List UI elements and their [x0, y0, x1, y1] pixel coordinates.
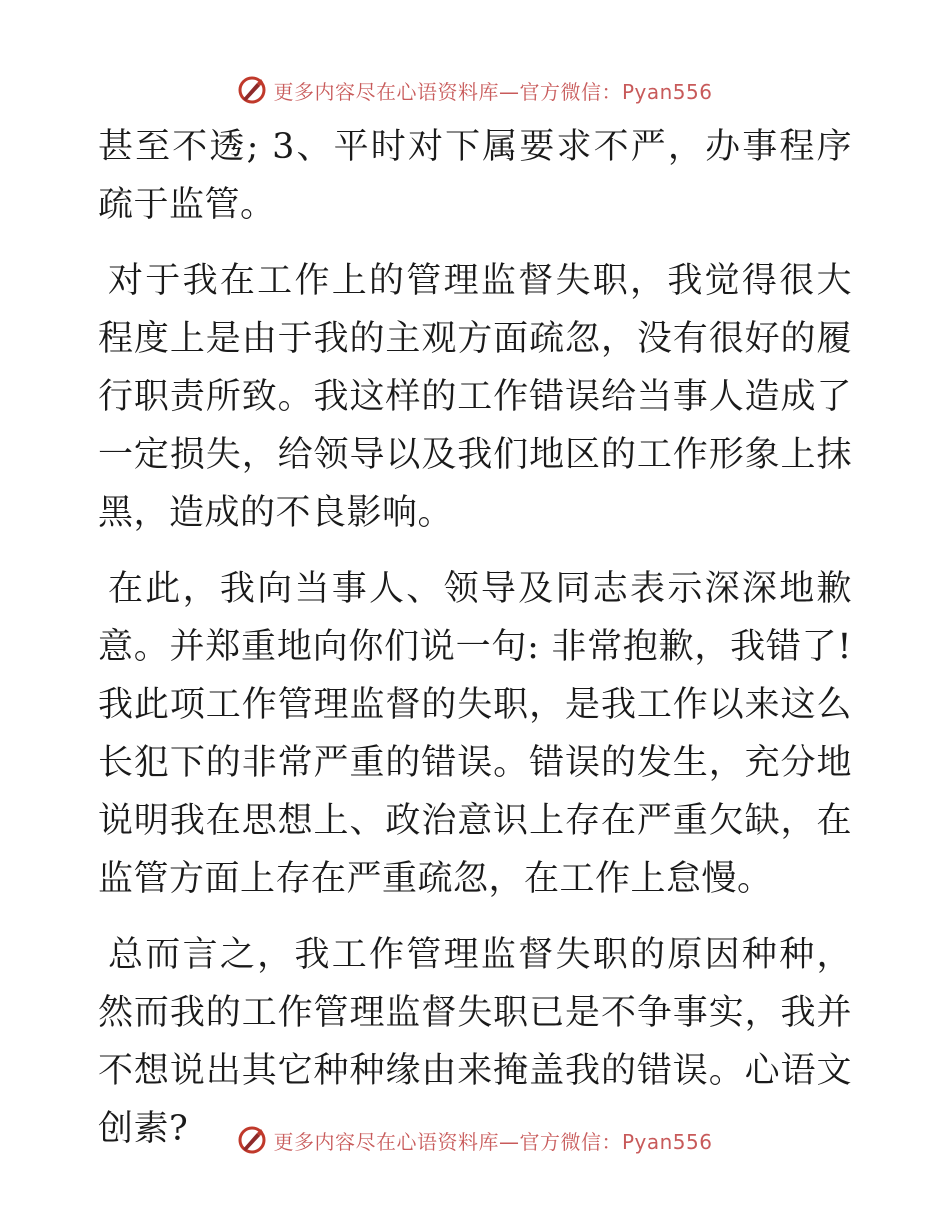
pen-logo-icon [237, 1125, 267, 1155]
header-watermark [0, 70, 950, 110]
paragraph-4: 总而言之，我工作管理监督失职的原因种种，然而我的工作管理监督失职已是不争事实，我并不想说出其它种种缘由来掩盖我的错误。心语文创素? [98, 935, 852, 1149]
watermark-text: 更多内容尽在心语资料库—官方微信：Pyan556 [273, 1129, 713, 1154]
footer-watermark [0, 1120, 950, 1160]
watermark-text: 更多内容尽在心语资料库—官方微信：Pyan556 [273, 79, 713, 104]
pen-logo-icon [237, 75, 267, 105]
paragraph-3: 在此，我向当事人、领导及同志表示深深地歉意。并郑重地向你们说一句: 非常抱歉，我错了! 我此项工作管理监督的失职，是我工作以来这么长犯下的非常严重的错误。错误的发生，充分地说明我在思想上、政治意识上存在严重欠缺，在监管方面上存在严重疏忽，在工作上怠慢。 [98, 569, 852, 899]
paragraph-1: 甚至不透; 3、平时对下属要求不严，办事程序疏于监管。 [98, 127, 852, 225]
paragraph-2: 对于我在工作上的管理监督失职，我觉得很大程度上是由于我的主观方面疏忽，没有很好的履行职责所致。我这样的工作错误给当事人造成了一定损失，给领导以及我们地区的工作形象上抹黑，造成的不良影响。 [98, 261, 852, 533]
document-body [98, 118, 852, 1176]
